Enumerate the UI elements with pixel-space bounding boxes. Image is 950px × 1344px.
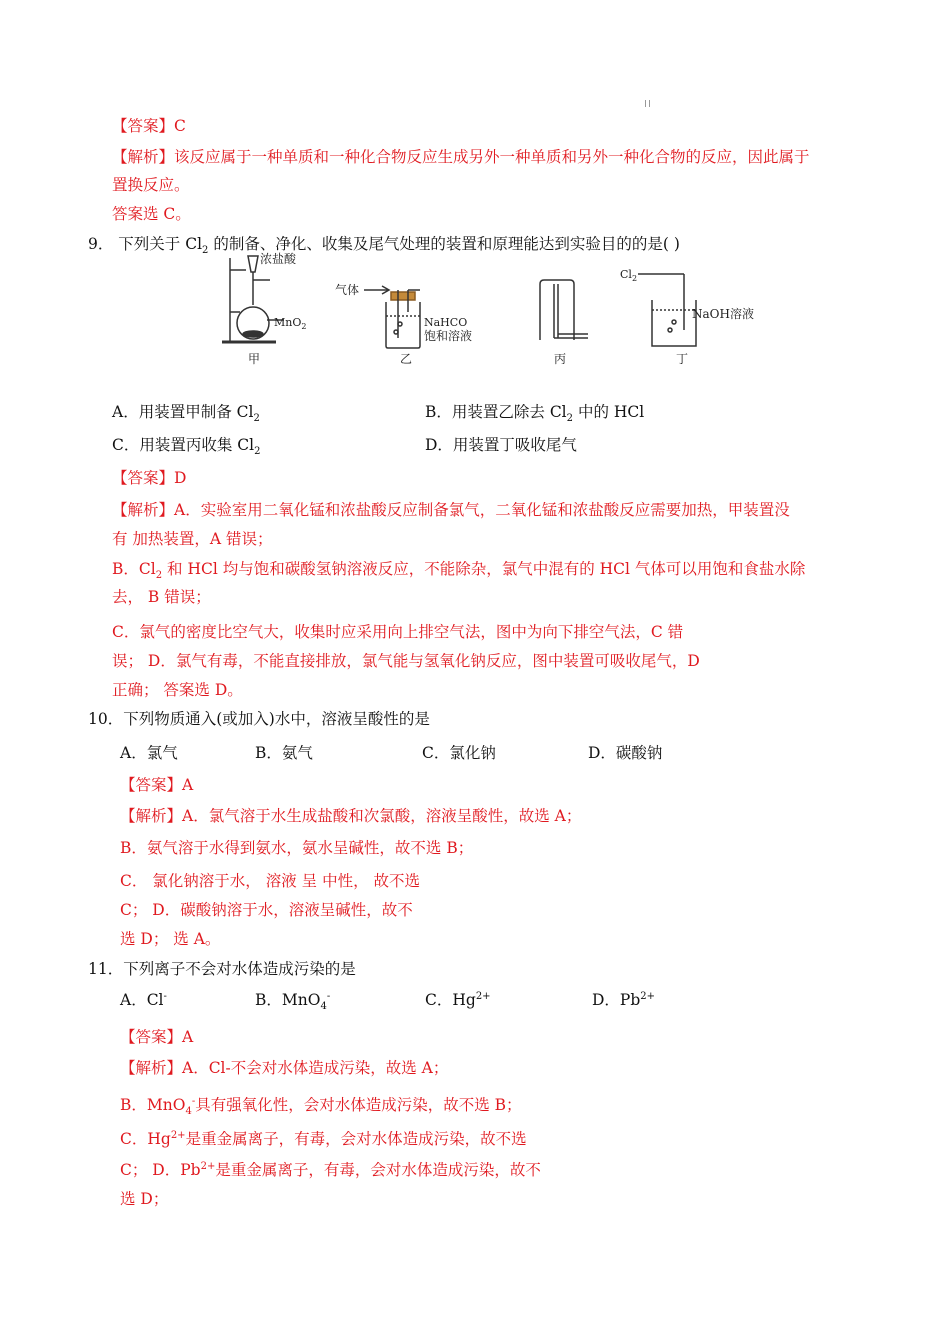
q8-analysis-line1: 【解析】该反应属于一种单质和一种化合物反应生成另外一种单质和另外一种化合物的反应，因此属于 bbox=[112, 148, 810, 166]
q9-analysis-line1: 【解析】A．实验室用二氧化锰和浓盐酸反应制备氯气，二氧化锰和浓盐酸反应需要加热，甲装置没 bbox=[112, 501, 790, 519]
q9-analysis-line3: B．$Cl_2$ 和 HCl 均与饱和碳酸氢钠溶液反应，不能除杂，氯气中混有的 HCl 气体可以用饱和食盐水除 bbox=[112, 560, 806, 582]
label-hcl: 浓盐酸 bbox=[260, 252, 297, 266]
q9-option-c: C．用装置丙收集 $Cl_2$ bbox=[112, 436, 261, 458]
q11-option-b: B．MnO$_4$- bbox=[255, 990, 331, 1013]
q10-analysis-line4: C； D．碳酸钠溶于水，溶液呈碱性，故不 bbox=[120, 901, 413, 919]
q11-option-d: D．$Pb^{2+}$ bbox=[592, 990, 656, 1009]
q11-option-c: C．$Hg^{2+}$ bbox=[425, 990, 491, 1009]
q9-analysis-line2: 有 加热装置，A 错误； bbox=[112, 530, 273, 548]
q10-answer: 【答案】A bbox=[120, 776, 194, 794]
q11-analysis-line4: C； D．$Pb^{2+}$是重金属离子，有毒，会对水体造成污染，故不 bbox=[120, 1160, 541, 1179]
apparatus-bing bbox=[540, 280, 588, 340]
q10-option-c: C．氯化钠 bbox=[422, 744, 496, 762]
q9-option-d: D．用装置丁吸收尾气 bbox=[425, 436, 577, 454]
apparatus-yi bbox=[364, 286, 420, 348]
label-mno2: MnO$_2$ bbox=[274, 316, 307, 331]
q10-stem: 10．下列物质通入(或加入)水中，溶液呈酸性的是 bbox=[88, 710, 430, 728]
q8-analysis-line2: 置换反应。 bbox=[112, 176, 190, 194]
label-yi: 乙 bbox=[400, 352, 413, 366]
q9-stem: 9． 下列关于 $Cl_2$ 的制备、净化、收集及尾气处理的装置和原理能达到实验目的的是( ) bbox=[88, 235, 680, 257]
label-bing: 丙 bbox=[554, 352, 567, 366]
label-naoh: NaOH溶液 bbox=[692, 307, 754, 321]
q9-analysis-line7: 正确； 答案选 D。 bbox=[112, 681, 243, 699]
q9-analysis-line5: C．氯气的密度比空气大，收集时应采用向上排空气法，图中为向下排空气法，C 错 bbox=[112, 623, 684, 641]
q11-answer: 【答案】A bbox=[120, 1028, 194, 1046]
q11-option-a: A．Cl- bbox=[120, 990, 167, 1009]
label-jia: 甲 bbox=[248, 352, 261, 366]
q11-analysis-line2: B．MnO$_4$-具有强氧化性，会对水体造成污染，故不选 B； bbox=[120, 1095, 522, 1118]
q9-analysis-line4: 去， B 错误； bbox=[112, 588, 211, 606]
page-mark bbox=[645, 100, 650, 107]
q8-answer: 【答案】C bbox=[112, 117, 186, 135]
q9-analysis-line6: 误； D．氯气有毒，不能直接排放，氯气能与氢氧化钠反应，图中装置可吸收尾气，D bbox=[112, 652, 700, 670]
q9-option-b: B．用装置乙除去 $Cl_2$ 中的 HCl bbox=[425, 403, 645, 425]
q10-analysis-line2: B．氨气溶于水得到氨水，氨水呈碱性，故不选 B； bbox=[120, 839, 474, 857]
label-cl2: $Cl_2$ bbox=[620, 268, 638, 283]
q11-stem: 11．下列离子不会对水体造成污染的是 bbox=[88, 960, 356, 978]
label-nahco3: NaHCO bbox=[424, 316, 468, 329]
q9-option-a: A．用装置甲制备 $Cl_2$ bbox=[112, 403, 260, 425]
q8-conclusion: 答案选 C。 bbox=[112, 205, 191, 223]
q9-answer: 【答案】D bbox=[112, 469, 187, 487]
label-gas-in: 气体 bbox=[335, 283, 360, 297]
q9-apparatus-figure bbox=[218, 250, 778, 370]
label-saturated: 饱和溶液 bbox=[424, 329, 473, 343]
q10-option-d: D．碳酸钠 bbox=[588, 744, 663, 762]
q11-analysis-line3: C．$Hg^{2+}$是重金属离子，有毒，会对水体造成污染，故不选 bbox=[120, 1129, 527, 1148]
q10-option-b: B．氨气 bbox=[255, 744, 313, 762]
label-ding: 丁 bbox=[676, 352, 689, 366]
q11-analysis-line1: 【解析】A．Cl-不会对水体造成污染，故选 A； bbox=[120, 1059, 449, 1077]
q10-analysis-line1: 【解析】A．氯气溶于水生成盐酸和次氯酸，溶液呈酸性，故选 A； bbox=[120, 807, 582, 825]
q10-analysis-line3: C． 氯化钠溶于水， 溶液 呈 中性， 故不选 bbox=[120, 872, 420, 890]
q10-option-a: A．氯气 bbox=[120, 744, 178, 762]
q10-analysis-line5: 选 D； 选 A。 bbox=[120, 930, 221, 948]
q11-analysis-line5: 选 D； bbox=[120, 1190, 169, 1208]
apparatus-jia bbox=[222, 256, 284, 342]
apparatus-ding bbox=[638, 274, 696, 346]
